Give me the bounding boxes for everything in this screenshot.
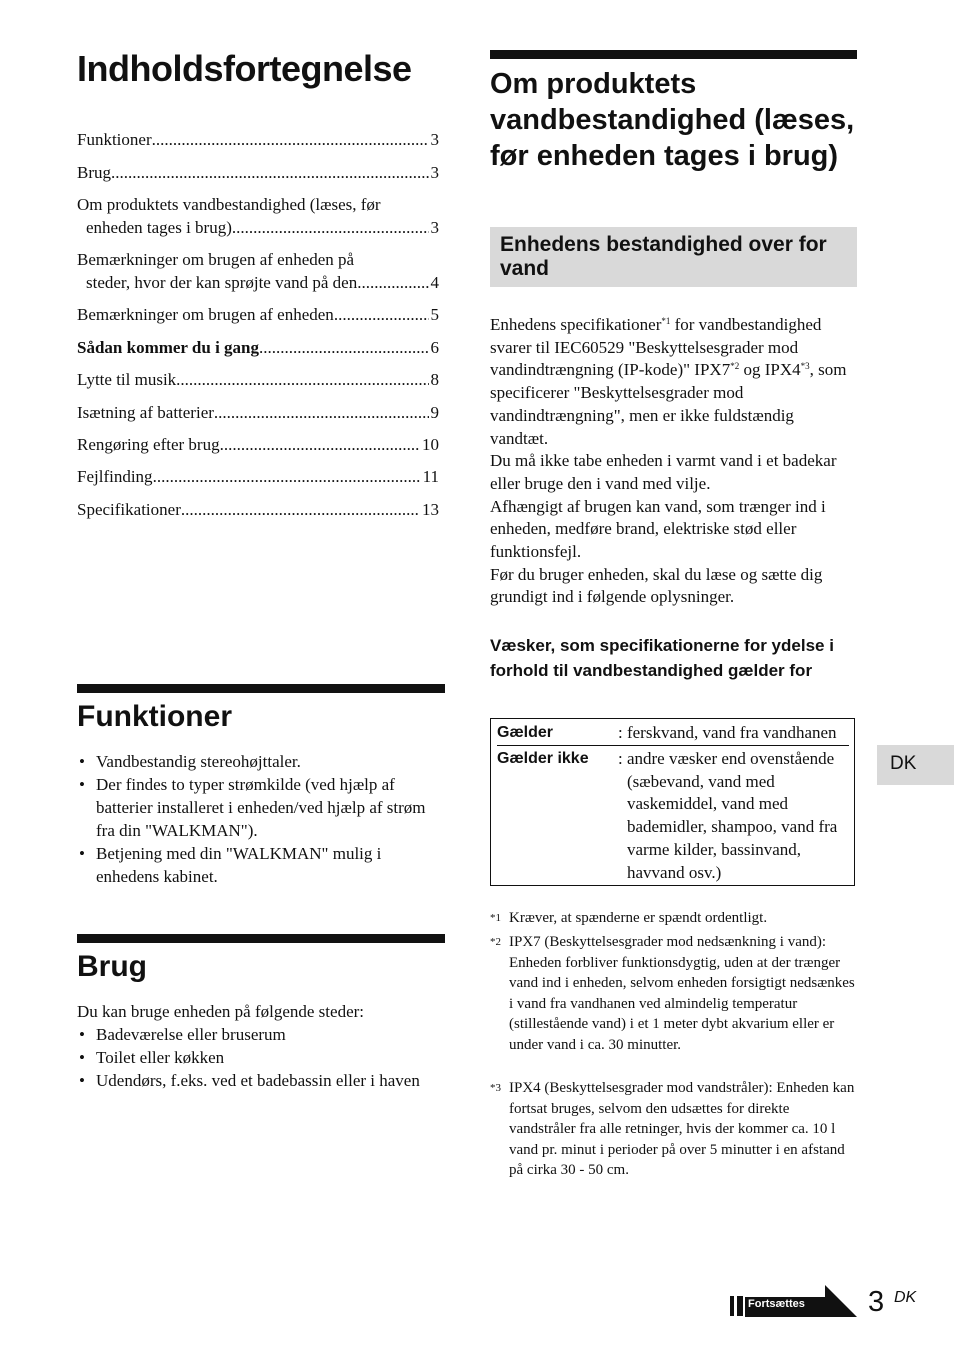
toc-entry-label: Lytte til musik bbox=[77, 370, 177, 389]
footnote bbox=[490, 932, 856, 1055]
toc-entry[interactable] bbox=[77, 465, 439, 488]
footnote-ref: *2 bbox=[730, 361, 740, 372]
toc-entry[interactable] bbox=[77, 303, 439, 326]
toc-entry[interactable] bbox=[77, 161, 439, 184]
page-number: 3 bbox=[868, 1286, 885, 1318]
continue-label: Fortsættes bbox=[748, 1298, 805, 1310]
toc-entry[interactable] bbox=[77, 498, 439, 521]
language-tab-label: DK bbox=[890, 753, 917, 774]
toc-entry[interactable] bbox=[77, 433, 439, 456]
toc-entry-label: Rengøring efter brug bbox=[77, 435, 220, 454]
toc-entry-page: 11 bbox=[422, 467, 439, 486]
toc-entry-label: Brug bbox=[77, 163, 111, 182]
footnote-text: IPX4 (Beskyttelsesgrader mod vandstråler): Enheden kan fortsat bruges, selvom den udsættes for direkte vandstråler fra alle retninger, hvis der kommer ca. 10 l vand pr. minut i perioder på over 5 minutter i en afstand på cirka 30 - 50 cm. bbox=[509, 1080, 855, 1178]
list-item: • Betjening med din "WALKMAN" mulig i enhedens kabinet. bbox=[77, 842, 447, 888]
list-item: • Udendørs, f.eks. ved et badebassin eller i haven bbox=[77, 1069, 447, 1092]
continue-bars-icon bbox=[730, 1296, 746, 1316]
toc-entry-label-cont: steder, hvor der kan sprøjte vand på den bbox=[86, 273, 358, 292]
toc-entry-page: 4 bbox=[430, 273, 439, 292]
footnote-mark: *3 bbox=[490, 1082, 501, 1094]
brug-intro: Du kan bruge enheden på følgende steder: bbox=[77, 1002, 364, 1021]
footnote-mark: *2 bbox=[490, 936, 501, 948]
section-title-funktioner: Funktioner bbox=[77, 700, 232, 733]
footnote-text: Kræver, at spænderne er spændt ordentligt. bbox=[509, 910, 768, 926]
liquids-heading: Væsker, som specifikationerne for ydelse i forhold til vandbestandighed gælder for bbox=[490, 636, 834, 680]
toc-entry[interactable] bbox=[77, 193, 439, 239]
footnote bbox=[490, 908, 856, 929]
toc-entry-page: 3 bbox=[430, 218, 439, 237]
footnote-ref: *3 bbox=[800, 361, 810, 372]
footnote-ref: *1 bbox=[661, 316, 671, 326]
section-rule bbox=[490, 50, 857, 59]
toc-entry-label-cont: enheden tages i brug) bbox=[86, 218, 232, 237]
section-title-brug: Brug bbox=[77, 950, 147, 983]
table-value: : andre væsker end ovenstående (sæbevand, vand med vaskemiddel, vand med bademidler, shampoo, vand fra varme kilder, bassinvand, havvand osv.) bbox=[618, 749, 838, 882]
footnote-text: IPX7 (Beskyttelsesgrader mod nedsænkning i vand): Enheden forbliver funktionsdygtig, uden at der trænger vand ind i enheden, selvom enheden forsigtigt nedsænkes i vand fra vandhanen ved almindelig temperatur (stillestående vand) i et 1 meter dybt akvarium eller er under vand i ca. 30 minutter. bbox=[509, 934, 855, 1053]
toc-entry[interactable] bbox=[77, 248, 439, 294]
toc-entry-label: Bemærkninger om brugen af enheden på bbox=[77, 250, 355, 269]
toc-entry-label: Specifikationer bbox=[77, 500, 181, 519]
toc-entry-label: Isætning af batterier bbox=[77, 403, 214, 422]
toc-entry-page: 10 bbox=[422, 435, 439, 454]
page-number-suffix: DK bbox=[894, 1289, 917, 1306]
toc-entry[interactable] bbox=[77, 336, 439, 359]
toc-entry-label: Sådan kommer du i gang bbox=[77, 338, 260, 357]
list-item: • Vandbestandig stereohøjttaler. bbox=[77, 750, 447, 773]
toc-entry-page: 6 bbox=[430, 338, 439, 357]
table-key: Gælder ikke bbox=[497, 750, 589, 767]
toc-entry[interactable] bbox=[77, 401, 439, 424]
toc-entry-label: Funktioner bbox=[77, 130, 152, 149]
list-item: • Toilet eller køkken bbox=[77, 1046, 447, 1069]
toc-entry-page: 8 bbox=[430, 370, 439, 389]
list-item: • Der findes to typer strømkilde (ved hjælp af batterier installeret i enheden/ved hjælp af strøm fra din "WALKMAN"). bbox=[77, 773, 447, 842]
toc-entry-label: Om produktets vandbestandighed (læses, før bbox=[77, 195, 381, 214]
toc-title: Indholdsfortegnelse bbox=[77, 48, 412, 89]
toc-entry-label: Bemærkninger om brugen af enheden bbox=[77, 305, 334, 324]
funktioner-list bbox=[77, 750, 447, 888]
table-value: : ferskvand, vand fra vandhanen bbox=[618, 723, 837, 742]
applicability-table bbox=[490, 718, 855, 886]
brug-list bbox=[77, 1023, 447, 1092]
toc-entry-page: 3 bbox=[430, 130, 439, 149]
water-paragraph: Enhedens specifikationer$^{*1}$ for vandbestandighed svarer til IEC60529 "Beskyttelsesgrader mod vandindtrængning (IP-kode)" IPX7$^{*2}$ og IPX4$^{*3}$, som specificerer "Beskyttelsesgrader mod vandindtrængning", men er ikke fuldstændig vandtæt. Du må ikke tabe enheden i varmt vand i et badekar eller bruge den i vand med vilje. Afhængigt af brugen kan vand, som trænger ind i enheden, medføre brand, elektriske stød eller funktionsfejl. Før du bruger enheden, skal du læse og sætte dig grundigt ind i følgende oplysninger. bbox=[490, 315, 847, 607]
toc-entry-page: 5 bbox=[430, 305, 439, 324]
toc-entry-label: Fejlfinding bbox=[77, 467, 153, 486]
section-rule bbox=[77, 934, 445, 943]
subheading-title: Enhedens bestandighed over for vand bbox=[500, 233, 827, 280]
toc-entry-page: 3 bbox=[430, 163, 439, 182]
footnote-mark: *1 bbox=[490, 912, 501, 924]
toc-entry-page: 13 bbox=[422, 500, 439, 519]
toc-entry[interactable] bbox=[77, 128, 439, 151]
table-key: Gælder bbox=[497, 724, 554, 741]
list-item: • Badeværelse eller bruserum bbox=[77, 1023, 447, 1046]
table-divider bbox=[497, 745, 849, 746]
toc-entry[interactable] bbox=[77, 368, 439, 391]
footnote bbox=[490, 1078, 856, 1181]
section-title-water: Om produktets vandbestandighed (læses, før enheden tages i brug) bbox=[490, 68, 855, 172]
section-rule bbox=[77, 684, 445, 693]
toc-entry-page: 9 bbox=[430, 403, 439, 422]
